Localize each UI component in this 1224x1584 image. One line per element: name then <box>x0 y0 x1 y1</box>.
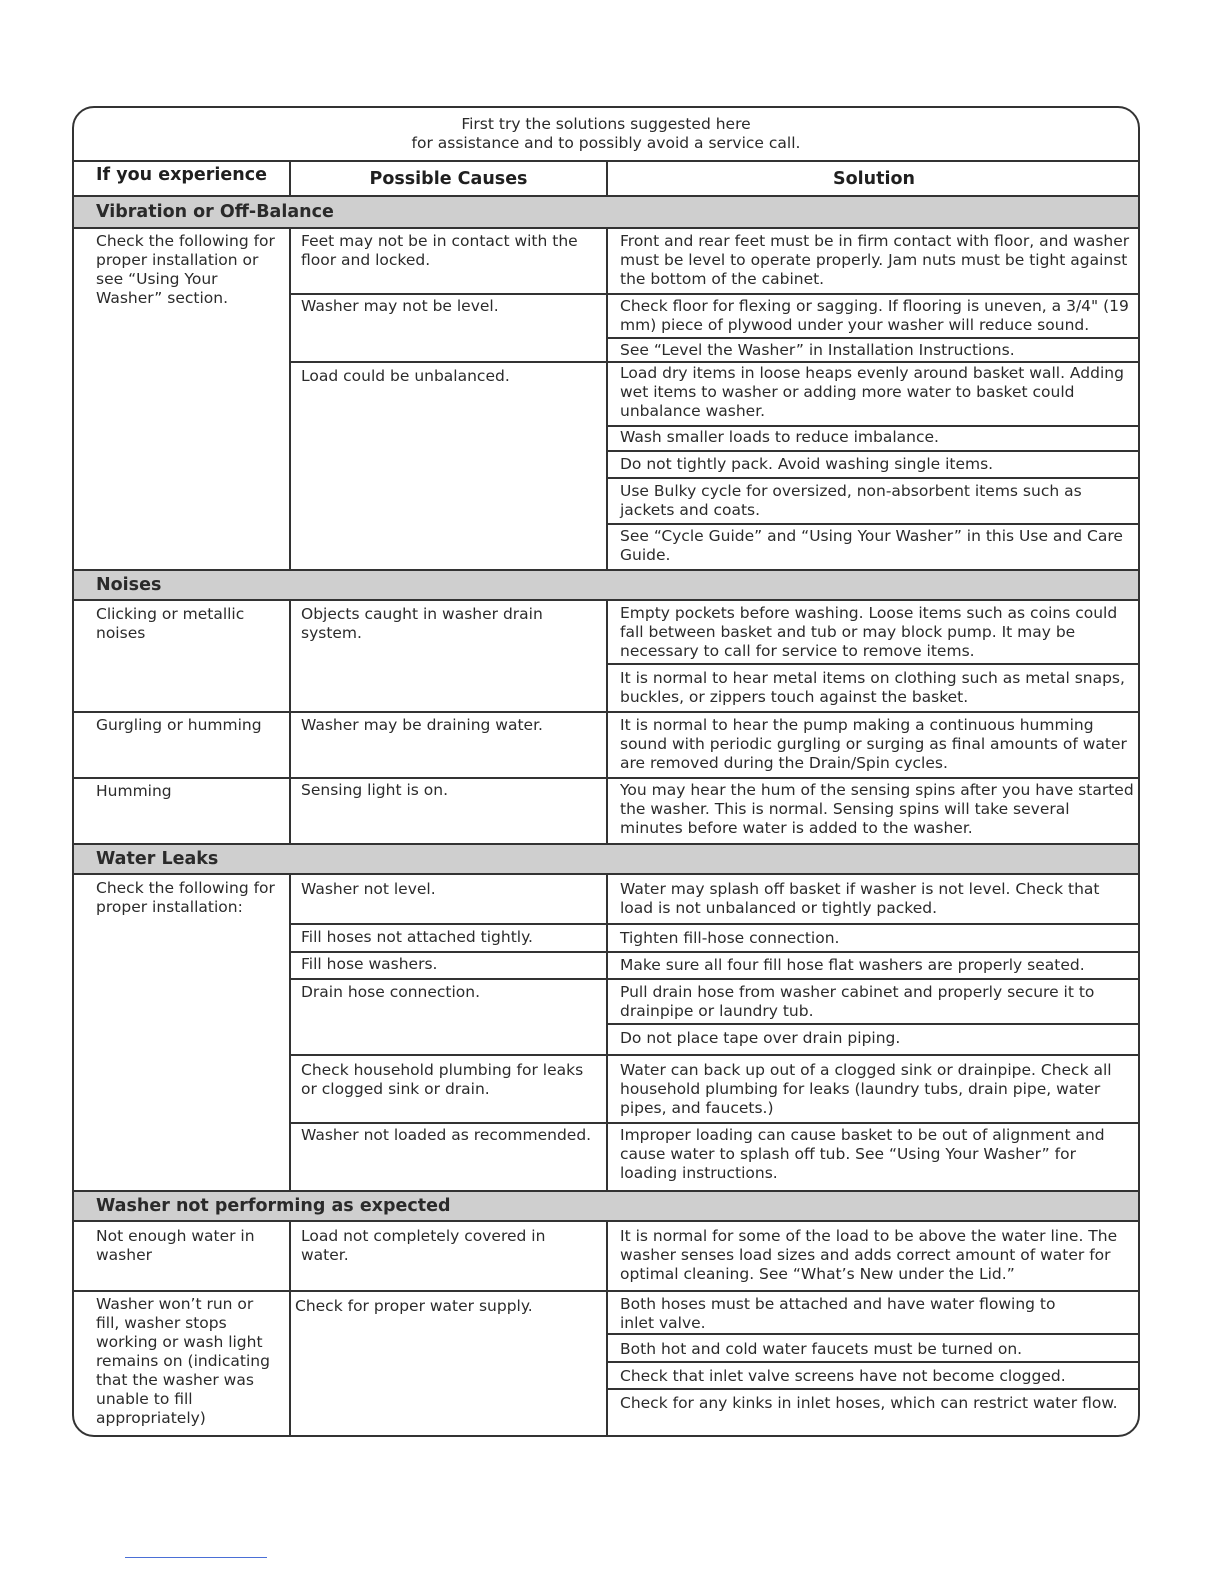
troubleshooting-table <box>72 106 1140 1437</box>
leaks-solution-drain-hose: Pull drain hose from washer cabinet and properly secure it to drainpipe or laundry tub. <box>620 983 1095 1020</box>
vibration-solution-smaller-loads: Wash smaller loads to reduce imbalance. <box>620 428 939 446</box>
rule <box>289 599 291 843</box>
intro-line-1: First try the solutions suggested here <box>461 115 751 133</box>
rule <box>607 1023 1138 1025</box>
rule <box>607 477 1138 479</box>
header-experience: If you experience <box>96 165 267 185</box>
vibration-solution-bulky: Use Bulky cycle for oversized, non-absorbent items such as jackets and coats. <box>620 482 1082 519</box>
vibration-experience: Check the following for proper installation or see “Using Your Washer” section. <box>96 232 275 307</box>
rule <box>607 1388 1138 1390</box>
leaks-experience: Check the following for proper installation: <box>96 879 275 916</box>
noises-cause-sensing: Sensing light is on. <box>301 781 448 799</box>
performance-solution-hoses: Both hoses must be attached and have water flowing to inlet valve. <box>620 1295 1056 1332</box>
performance-experience-wont-run: Washer won’t run or fill, washer stops working or wash light remains on (indicating that the washer was unable to fill appropriately) <box>96 1295 270 1427</box>
header-solution: Solution <box>833 169 915 189</box>
rule <box>74 569 1138 571</box>
performance-solution-faucets: Both hot and cold water faucets must be turned on. <box>620 1340 1023 1358</box>
noises-solution-metal: It is normal to hear metal items on clothing such as metal snaps, buckles, or zippers touch against the basket. <box>620 669 1125 706</box>
vibration-solution-level-ref: See “Level the Washer” in Installation Instructions. <box>620 341 1015 359</box>
section-title-noises: Noises <box>96 575 162 595</box>
rule <box>74 1190 1138 1192</box>
leaks-solution-splash: Water may splash off basket if washer is not level. Check that load is not unbalanced or tightly packed. <box>620 880 1100 917</box>
rule <box>607 1361 1138 1363</box>
leaks-cause-drain-hose: Drain hose connection. <box>301 983 481 1001</box>
vibration-cause-unbalanced: Load could be unbalanced. <box>301 367 510 385</box>
rule <box>607 450 1138 452</box>
leaks-solution-plumbing: Water can back up out of a clogged sink or drainpipe. Check all household plumbing for leaks (laundry tubs, drain pipe, water pipes, and faucets.) <box>620 1061 1112 1117</box>
vibration-solution-floor: Check floor for flexing or sagging. If flooring is uneven, a 3/4" (19 mm) piece of plywood under your washer will reduce sound. <box>620 297 1129 334</box>
leaks-cause-level: Washer not level. <box>301 880 436 898</box>
rule <box>606 873 608 1190</box>
leaks-solution-loading: Improper loading can cause basket to be out of alignment and cause water to splash off tub. See “Using Your Washer” for loading instructions. <box>620 1126 1105 1182</box>
leaks-solution-tighten: Tighten fill-hose connection. <box>620 929 840 947</box>
rule <box>607 1333 1138 1335</box>
rule <box>606 1220 608 1437</box>
section-band-noises <box>74 569 1138 601</box>
performance-solution-kinks: Check for any kinks in inlet hoses, which can restrict water flow. <box>620 1394 1118 1412</box>
vibration-solution-guide: See “Cycle Guide” and “Using Your Washer” in this Use and Care Guide. <box>620 527 1123 564</box>
leaks-cause-loading: Washer not loaded as recommended. <box>301 1126 592 1144</box>
rule <box>607 337 1138 339</box>
noises-cause-objects: Objects caught in washer drain system. <box>301 605 543 642</box>
rule <box>290 361 1138 363</box>
leaks-cause-hose-washers: Fill hose washers. <box>301 955 438 973</box>
rule <box>606 227 608 569</box>
noises-cause-draining: Washer may be draining water. <box>301 716 543 734</box>
rule <box>74 843 1138 845</box>
header-causes: Possible Causes <box>369 169 528 189</box>
performance-solution-water-line: It is normal for some of the load to be above the water line. The washer senses load sizes and adds correct amount of water for optimal cleaning. See “What’s New under the Lid.” <box>620 1227 1118 1283</box>
rule <box>290 923 1138 925</box>
rule <box>607 523 1138 525</box>
vibration-solution-pack: Do not tightly pack. Avoid washing single items. <box>620 455 994 473</box>
leaks-cause-plumbing: Check household plumbing for leaks or clogged sink or drain. <box>301 1061 584 1098</box>
leaks-solution-flat-washers: Make sure all four fill hose flat washers are properly seated. <box>620 956 1085 974</box>
vibration-solution-feet: Front and rear feet must be in firm contact with floor, and washer must be level to operate properly. Jam nuts must be tight against the bottom of the cabinet. <box>620 232 1130 288</box>
performance-experience-water: Not enough water in washer <box>96 1227 255 1264</box>
rule <box>607 663 1138 665</box>
rule <box>607 425 1138 427</box>
noises-experience-clicking: Clicking or metallic noises <box>96 605 245 642</box>
leaks-solution-tape: Do not place tape over drain piping. <box>620 1029 901 1047</box>
rule <box>290 951 1138 953</box>
footer-link-underline[interactable] <box>125 1557 267 1558</box>
performance-cause-covered: Load not completely covered in water. <box>301 1227 546 1264</box>
rule <box>289 873 291 1190</box>
noises-experience-gurgling: Gurgling or humming <box>96 716 262 734</box>
intro-note <box>74 108 1138 160</box>
section-title-vibration: Vibration or Off-Balance <box>96 202 334 222</box>
intro-line-2: for assistance and to possibly avoid a service call. <box>411 134 801 152</box>
noises-experience-humming: Humming <box>96 782 172 800</box>
rule <box>290 1122 1138 1124</box>
section-title-water-leaks: Water Leaks <box>96 849 219 869</box>
rule <box>290 1054 1138 1056</box>
vibration-cause-level: Washer may not be level. <box>301 297 499 315</box>
noises-solution-pockets: Empty pockets before washing. Loose items such as coins could fall between basket and tub or may block pump. It may be necessary to call for service to remove items. <box>620 604 1118 660</box>
rule <box>289 227 291 569</box>
noises-solution-sensing: You may hear the hum of the sensing spins after you have started the washer. This is normal. Sensing spins will take several minutes before water is added to the washer. <box>620 781 1134 837</box>
leaks-cause-fill-hoses: Fill hoses not attached tightly. <box>301 928 533 946</box>
rule <box>290 978 1138 980</box>
performance-solution-screens: Check that inlet valve screens have not become clogged. <box>620 1367 1066 1385</box>
performance-cause-water-supply: Check for proper water supply. <box>295 1297 533 1315</box>
noises-solution-pump: It is normal to hear the pump making a continuous humming sound with periodic gurgling or surging as final amounts of water are removed during the Drain/Spin cycles. <box>620 716 1127 772</box>
rule <box>289 1220 291 1437</box>
rule <box>290 293 1138 295</box>
section-band-water-leaks <box>74 843 1138 875</box>
rule <box>606 599 608 843</box>
vibration-solution-loose-heaps: Load dry items in loose heaps evenly around basket wall. Adding wet items to washer or adding more water to basket could unbalance washer. <box>620 364 1124 420</box>
section-title-performance: Washer not performing as expected <box>96 1196 451 1216</box>
vibration-cause-feet: Feet may not be in contact with the floor and locked. <box>301 232 578 269</box>
